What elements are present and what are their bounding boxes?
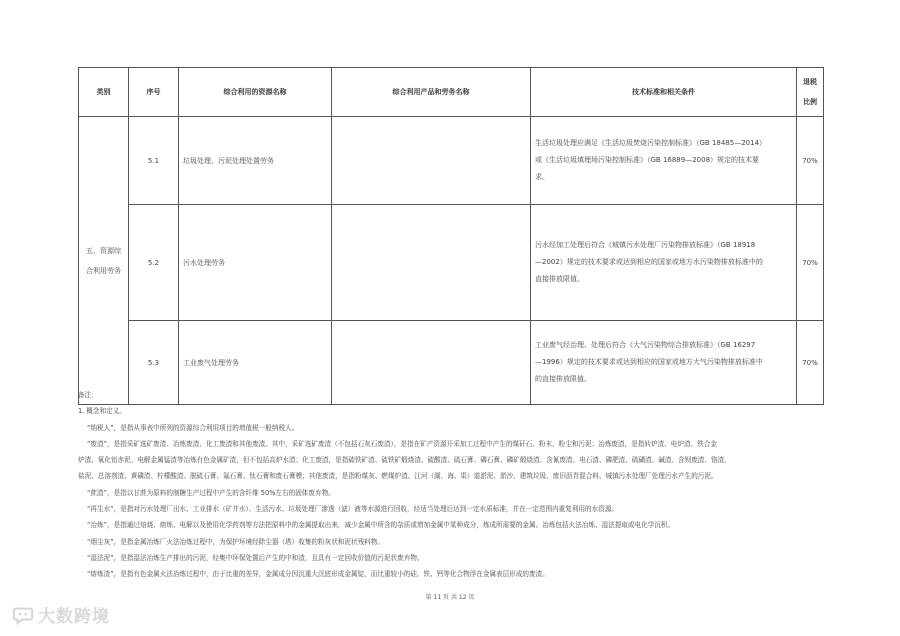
header-product: 综合利用产品和劳务名称 [332,68,531,117]
table-header-row [79,68,824,117]
standard-cell [531,205,797,321]
table-row [79,117,824,205]
resource-cell: 污水处理劳务 [179,205,332,321]
resource-cell: 工业废气处理劳务 [179,321,332,405]
standard-line: 求。 [535,173,549,181]
product-cell [332,205,531,321]
ratio-cell: 70% [797,117,824,205]
note-line: “烟尘灰”，是指金属冶炼厂火法冶炼过程中，为保护环境经除尘器（塔）收集的粉灰状和泥状残料物。 [87,537,384,546]
standard-line: —1996）规定的技术要求或达到相应的国家或地方大气污染物排放标准中 [535,358,763,366]
header-refund-line-2: 比例 [803,98,817,106]
header-standard: 技术标准和相关条件 [531,68,797,117]
note-line: “冶炼”，是指通过焙烧、熔炼、电解以及使用化学药剂等方法把原料中的金属提取出来，减少金属中所含的杂质或增加金属中某种成分，炼成所需要的金属。冶炼包括火法冶炼、湿法提取或电化学沉积。 [87,521,675,530]
header-refund-line-1: 退税 [803,78,817,86]
note-line: “湿法泥”，是指湿法冶炼生产排出的污泥，经集中环保处置后产生的中和渣，且具有一定回收价值的污泥状废弃物。 [87,553,424,562]
note-line: “废渣”，是指采矿选矿废渣、冶炼废渣、化工废渣和其他废渣。其中，采矿选矿废渣（不包括石灰石废渣），是指在矿产资源开采加工过程中产生的煤矸石、粉末、粉尘和污泥；冶炼废渣，是指转炉渣、电炉渣、铁合金 [87,439,717,448]
standard-line: 工业废气经治理、处理后符合《大气污染物综合排放标准》（GB 16297 [535,341,756,349]
standard-line: 或《生活垃圾填埋场污染控制标准》（GB 16889—2008）规定的技术要 [535,156,760,164]
seq-cell: 5.1 [129,117,179,205]
chat-bubble-logo-icon [12,604,34,626]
standard-line: 的直接排放限值。 [535,375,591,383]
standard-line: —2002）规定的技术要求或达到相应的国家或地方水污染物排放标准中的 [535,258,763,266]
note-line: “蔗渣”，是指以甘蔗为原料的制糖生产过程中产生的含纤维 50%左右的固体废弃物。 [87,488,335,497]
standard-cell [531,117,797,205]
notes-section-heading: 1. 概念和定义。 [78,407,126,416]
header-resource: 综合利用的资源名称 [179,68,332,117]
category-line-2: 合利用劳务 [86,266,121,275]
ratio-cell: 70% [797,321,824,405]
resource-table [78,67,824,405]
watermark-logo [12,602,110,627]
standard-line: 生活垃圾处理应满足《生活垃圾焚烧污染控制标准》（GB 18485—2014） [535,139,767,147]
note-line: “熔炼渣”，是指有色金属火法冶炼过程中，由于比重的差异，金属成分因沉重大沉底形成金属锭，而比重较小的硅、铁、钙等化合物浮在金属表层形成的废渣。 [87,570,549,579]
resource-cell: 垃圾处理、污泥处理处置劳务 [179,117,332,205]
product-cell [332,117,531,205]
seq-cell: 5.2 [129,205,179,321]
ratio-cell: 70% [797,205,824,321]
note-line: 炉渣、氧化铝赤泥、电解金属锰渣等冶炼有色金属矿渣，但不包括高炉水渣；化工废渣，是指硫铁矿渣、硫铁矿煅烧渣、硫酸渣、硫石膏、磷石膏、磷矿煅烧渣、含氰废渣、电石渣、磷肥渣、硫磺渣、碱渣、含钡废渣、铬渣、 [78,456,731,465]
page-number: 第 11 页 共 12 页 [425,594,475,601]
notes-section [78,387,838,583]
note-line: “纳税人”，是指从事表中所列的资源综合利用项目的增值税一般纳税人。 [87,423,299,432]
note-line: “再生水”，是指对污水处理厂出水、工业排水（矿井水）、生活污水、垃圾处理厂渗透（滤）液等水源进行回收，经适当处理后达到一定水质标准，并在一定范围内重复利用的水资源。 [87,505,619,514]
standard-line: 污水经加工处理后符合《城镇污水处理厂污染物排放标准》（GB 18918 [535,241,756,249]
notes-title: 备注： [78,391,98,399]
category-line-1: 五、资源综 [86,246,121,255]
category-cell [79,117,129,405]
seq-cell: 5.3 [129,321,179,405]
table-row [79,205,824,321]
header-seq: 序号 [129,68,179,117]
header-category: 类别 [79,68,129,117]
header-refund-ratio [797,68,824,117]
watermark-text: 大数跨境 [38,607,110,627]
standard-line: 直接排放限值。 [535,275,584,283]
note-line: 盐泥、总溶剂渣、黄磷渣、柠檬酸渣、脱硫石膏、氟石膏、钛石膏和废石膏模；其他废渣，是指粉煤灰、燃煤炉渣、江河（湖、海、渠）道淤泥、淤沙、建筑垃圾、废旧沥青混合料、城镇污水处理厂处理污水产生的污泥。 [78,472,718,481]
